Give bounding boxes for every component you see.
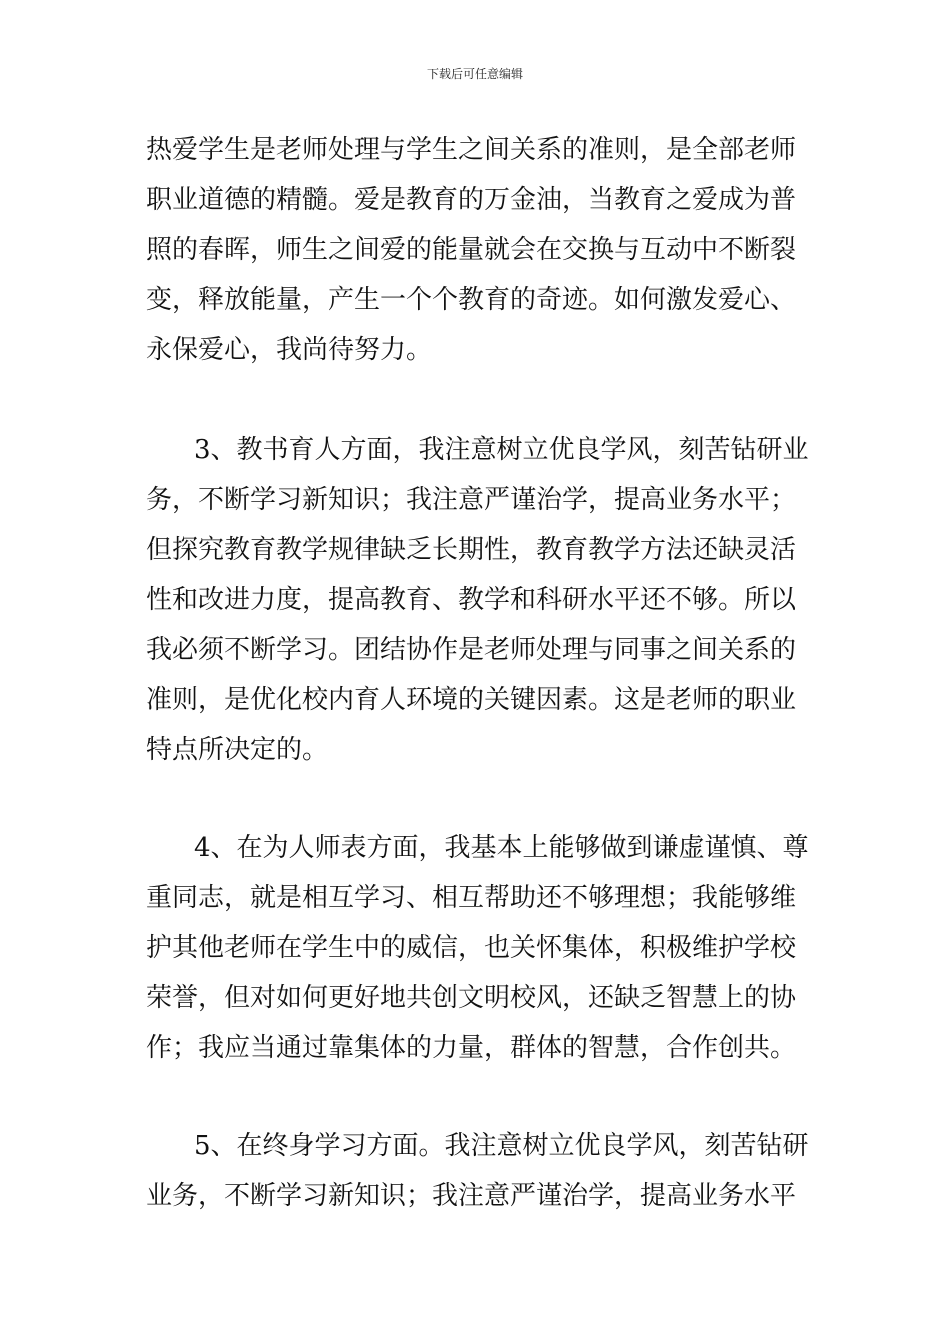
- paragraph-3-line-3: 护其他老师在学生中的威信，也关怀集体，积极维护学校: [146, 933, 797, 963]
- paragraph-1-line-4: 变，释放能量，产生一个个教育的奇迹。如何激发爱心、: [146, 285, 797, 315]
- paragraph-2-line-5: 我必须不断学习。团结协作是老师处理与同事之间关系的: [146, 635, 797, 665]
- paragraph-3-line-4: 荣誉，但对如何更好地共创文明校风，还缺乏智慧上的协: [146, 983, 797, 1013]
- paragraph-3-line-1: 4、在为人师表方面，我基本上能够做到谦虚谨慎、尊: [194, 833, 809, 863]
- paragraph-2-line-1: 3、教书育人方面，我注意树立优良学风，刻苦钻研业: [194, 435, 809, 465]
- paragraph-1-line-3: 照的春晖，师生之间爱的能量就会在交换与互动中不断裂: [146, 235, 797, 265]
- paragraph-2-line-3: 但探究教育教学规律缺乏长期性，教育教学方法还缺灵活: [146, 535, 797, 565]
- paragraph-1-line-5: 永保爱心，我尚待努力。: [146, 335, 433, 365]
- paragraph-1-line-2: 职业道德的精髓。爱是教育的万金油，当教育之爱成为普: [146, 185, 797, 215]
- paragraph-3-line-5: 作；我应当通过靠集体的力量，群体的智慧，合作创共。: [146, 1033, 797, 1063]
- paragraph-4-line-2: 业务，不断学习新知识；我注意严谨治学，提高业务水平: [146, 1181, 797, 1211]
- paragraph-3-line-2: 重同志，就是相互学习、相互帮助还不够理想；我能够维: [146, 883, 797, 913]
- paragraph-2-line-7: 特点所决定的。: [146, 735, 329, 765]
- paragraph-2-line-4: 性和改进力度，提高教育、教学和科研水平还不够。所以: [146, 585, 797, 615]
- paragraph-1-line-1: 热爱学生是老师处理与学生之间关系的准则，是全部老师: [146, 135, 797, 165]
- paragraph-2-line-6: 准则，是优化校内育人环境的关键因素。这是老师的职业: [146, 685, 797, 715]
- paragraph-4-line-1: 5、在终身学习方面。我注意树立优良学风，刻苦钻研: [194, 1131, 809, 1161]
- paragraph-2-line-2: 务，不断学习新知识；我注意严谨治学，提高业务水平；: [146, 485, 797, 515]
- page-header: 下载后可任意编辑: [426, 67, 523, 81]
